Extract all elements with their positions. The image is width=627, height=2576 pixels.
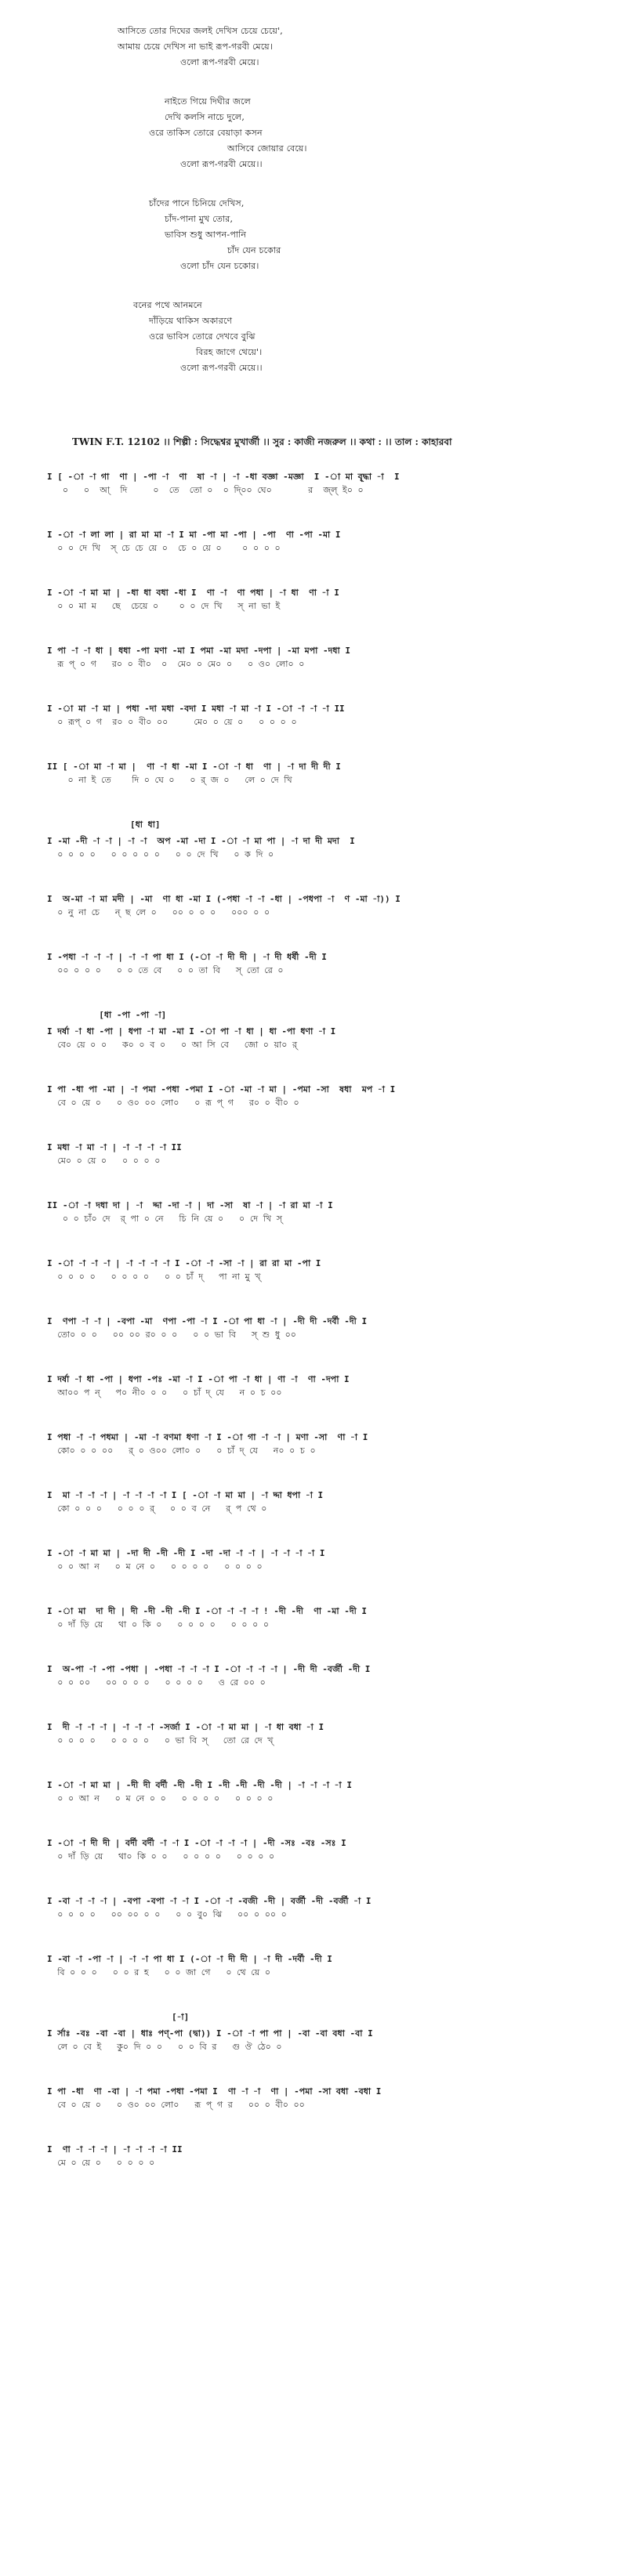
lyric-line: বিরহ জাগে থেয়ে'। bbox=[196, 347, 263, 357]
bol-line: ০ ০ ০০ ০০ ০ ০ ০ ০ ০ ০ ০ ও রে ০০ ০ bbox=[47, 1677, 266, 1688]
lyric-line: ওলো রূপ-গরবী মেয়ে।। bbox=[180, 159, 263, 169]
swara-line: I -া -া মা মা | -ধা ধা বধা -ধা I ণা -া ণা পধা | -া ধা ণা -া I bbox=[47, 588, 339, 598]
bol-line: বে ০ য়ে ০ ০ ও০ ০০ লো০ রূ প্ গ র ০০ ০ বী০ ০০ bbox=[47, 2100, 305, 2110]
swara-line: I অ-পা -া -পা -পধা | -পধা -া -া -া I -া -া -া -া | -দী দী -বর্জী -দী I bbox=[47, 1664, 371, 1674]
swara-line: I -া -া মা মা | -দা দী -দী -দী I -দা -দা -া -া | -া -া -া -া I bbox=[47, 1548, 325, 1558]
notation-row bbox=[47, 470, 596, 497]
notation-row bbox=[47, 1662, 596, 1689]
bol-line: কো ০ ০ ০ ০ ০ ০ র্ ০ ০ ব নে র্ প থে ০ bbox=[47, 1503, 267, 1514]
lyric-line: ওরে তাকিস তোরে বেয়াড়া কসন bbox=[149, 128, 263, 138]
bol-line: ০ ০ আ্ দি ০ তে তো ০ ০ দি্০০ ঘে০ র জ্ল্ ই০ ০ bbox=[47, 485, 364, 495]
bol-line: ০ না ই তে দি ০ ঘে ০ ০ র্ জ ০ লে ০ দে খি bbox=[47, 775, 292, 785]
lyric-line: নাইতে গিয়ে দিঘীর জলে bbox=[165, 96, 251, 107]
lyric-line: ওলো রূপ-গরবী মেয়ে। bbox=[180, 57, 259, 67]
notation-row bbox=[47, 586, 596, 613]
notation-row bbox=[47, 1836, 596, 1863]
notation-row bbox=[47, 1083, 596, 1109]
swara-line: I -পধা -া -া -া | -া -া পা ধা I (-া -া দী দী | -া দী ধর্ষী -দী I bbox=[47, 952, 327, 962]
swara-line: I -া -া -া -া | -া -া -া -া I -া -া -সা -া | রা রা মা -পা I bbox=[47, 1258, 321, 1268]
bol-line: তো০ ০ ০ ০০ ০০ র০ ০ ০ ০ ০ ভা বি স্ শু ধু ০০ bbox=[47, 1330, 296, 1340]
notation-row bbox=[47, 1257, 596, 1283]
bol-line: বে ০ য়ে ০ ০ ও০ ০০ লো০ ০ রূ প্ গ র০ ০ বী০ ০ bbox=[47, 1098, 299, 1108]
swara-line: I -মা -দী -া -া | -া -া অপ -মা -দা I -া -া মা পা | -া দা দী মদা I bbox=[47, 836, 355, 846]
swara-line: I মা -া -া -া | -া -া -া -া I [ -া -া মা মা | -া দ্দা ধপা -া I bbox=[47, 1490, 324, 1500]
stanza-gap bbox=[118, 172, 556, 196]
notation-row bbox=[47, 1141, 596, 1167]
bol-line: আ০০ প ন্ প০ নী০ ০ ০ ০ চাঁ দ্ যে ন ০ চ ০০ bbox=[47, 1387, 282, 1398]
bol-line: রূ প্ ০ গ র০ ০ বী০ ০ মে০ ০ মে০ ০ ০ ও০ লো০ ০ bbox=[47, 659, 305, 669]
notation-row bbox=[47, 2085, 596, 2111]
lyric-line: আসিবে জোয়ার বেয়ে। bbox=[227, 143, 307, 154]
swara-line: I পধা -া -া পধমা | -মা -া বণমা ধণা -া I -া গা -া -া | মণা -সা ণা -া I bbox=[47, 1432, 368, 1442]
lyric-line: ওলো চাঁদ যেন চকোর। bbox=[180, 261, 259, 271]
swara-line: I -বা -া -পা -া | -া -া পা ধা I (-া -া দী দী | -া দী -দর্বী -দী I bbox=[47, 1954, 332, 1964]
notation-section bbox=[47, 470, 596, 2201]
bol-line: লে ০ বে ই কু০ দি ০ ০ ০ ০ বি র গু ঔ ঠে০ ০ bbox=[47, 2042, 282, 2052]
stanza-gap bbox=[118, 71, 556, 94]
swara-line: I ণপা -া -া | -বপা -মা ণপা -পা -া I -া পা ধা -া | -দী দী -দর্বী -দী I bbox=[47, 1316, 368, 1326]
lyric-line: আসিতে তোর দিঘের জলই দেখিস চেয়ে চেয়ে', bbox=[118, 26, 284, 36]
bracket-annotation bbox=[47, 1008, 596, 1023]
bol-line: ০ ০ দে খি স্ চে চে য়ে ০ চে ০ য়ে ০ ০ ০ ০ ০ bbox=[47, 543, 281, 553]
lyric-line: ওরে ভাবিস তোরে দেখবে বুঝি bbox=[149, 331, 256, 342]
bol-line: ০ রূপ্ ০ গ র০ ০ বী০ ০০ মে০ ০ য়ে ০ ০ ০ ০ ০ bbox=[47, 717, 297, 727]
swara-line: I -া মা দা দী | দী -দী -দী -দী I -া -া -া -া ! -দী -দী ণা -মা -দী I bbox=[47, 1606, 367, 1616]
bol-line: বে০ য়ে ০ ০ ক০ ০ ব ০ ০ আ সি বে জো ০ য়া০ র্ bbox=[47, 1040, 298, 1050]
swara-line: I দর্ষা -া ধা -পা | ধপা -পঃ -মা -া I -া পা -া ধা | ণা -া ণা -দপা I bbox=[47, 1374, 350, 1384]
recording-header: TWIN F.T. 12102 ।। শিল্পী : সিদ্ধেশ্বর মুখার্জী ।। সুর : কাজী নজরুল ।। কথা : ।। তাল : কাহারবা bbox=[72, 436, 452, 447]
swara-line: I পা -ধা পা -মা | -া পমা -পধা -পমা I -া -মা -া মা | -পমা -সা ষধা মপ -া I bbox=[47, 1084, 396, 1094]
notation-row bbox=[47, 1025, 596, 1051]
bracket-notes: [ধা -পা -পা -া] bbox=[47, 1010, 167, 1020]
notation-row bbox=[47, 950, 596, 977]
swara-line: I অ-মা -া মা মদী | -মা ণা ধা -মা I (-পধা -া -া -ধা | -পধপা -া ণ -মা -া)) I bbox=[47, 894, 400, 904]
lyric-line: চাঁদ-পানা মুখ তোর, bbox=[165, 214, 234, 224]
bol-line: ০ ০ চাঁ০ দে র্ পা ০ নে চি নি য়ে ০ ০ দে খি স্ bbox=[47, 1214, 282, 1224]
notation-row bbox=[47, 1547, 596, 1573]
bol-line: ০০ ০ ০ ০ ০ ০ তে বে ০ ০ তা বি স্ তো রে ০ bbox=[47, 965, 284, 975]
bol-line: মে ০ য়ে ০ ০ ০ ০ ০ bbox=[47, 2158, 155, 2168]
notation-row bbox=[47, 1778, 596, 1805]
lyric-line: চাঁদের পানে চিনিয়ে দেখিস, bbox=[149, 198, 245, 208]
notation-row bbox=[47, 2027, 596, 2053]
swara-line: I পা -ধা ণা -বা | -া পমা -পধা -পমা I ণা -া -া ণা | -পমা -সা বধা -বধা I bbox=[47, 2086, 382, 2097]
lyric-line: দাঁড়িয়ে থাকিস অকারণে bbox=[149, 316, 233, 326]
notation-row bbox=[47, 760, 596, 787]
bracket-annotation bbox=[47, 2010, 596, 2025]
notation-row bbox=[47, 644, 596, 671]
bol-line: বি ০ ০ ০ ০ ০ র হ ০ ০ জা গে ০ থে য়ে ০ bbox=[47, 1967, 271, 1977]
bol-line: ০ ০ ০ ০ ০ ০ ০ ০ ০ ০ চাঁ দ্ পা না মু খ্ bbox=[47, 1272, 261, 1282]
notation-row bbox=[47, 1605, 596, 1631]
bol-line: ০ ০ ০ ০ ০ ০ ০ ০ ০ ০ ০ দে খি ০ ক দি ০ bbox=[47, 849, 274, 859]
swara-line: I -া মা -া মা | পধা -দা মধা -বদা I মধা -া মা -া I -া -া -া -া II bbox=[47, 704, 345, 714]
lyric-line: চাঁদ যেন চকোর bbox=[227, 245, 281, 255]
bracket-notes: [ধা ধা] bbox=[47, 819, 161, 830]
notation-row bbox=[47, 892, 596, 919]
swara-line: I -া -া দী দী | বর্দী বর্দী -া -া I -া -া -া -া | -দী -সঃ -বঃ -সঃ I bbox=[47, 1838, 346, 1848]
lyric-line: ওলো রূপ-গরবী মেয়ে।। bbox=[180, 363, 263, 373]
swara-line: II -া -া দধা দা | -া দ্দা -দা -া | দা -সা ষা -া | -া রা মা -া I bbox=[47, 1200, 333, 1210]
notation-row bbox=[47, 1315, 596, 1341]
notation-row bbox=[47, 1489, 596, 1515]
notation-row bbox=[47, 2143, 596, 2169]
bracket-notes: [-া] bbox=[47, 2012, 190, 2022]
notation-row bbox=[47, 1199, 596, 1225]
stanza-gap bbox=[118, 274, 556, 298]
swara-line: I -া -া লা লা | রা মা মা -া I মা -পা মা -পা | -পা ণা -পা -মা I bbox=[47, 530, 341, 540]
lyric-line: আমায় চেয়ে দেখিস না ভাই রূপ-গরবী মেয়ে। bbox=[118, 42, 273, 52]
bol-line: ০ দাঁ ড়ি য়ে থা ০ কি ০ ০ ০ ০ ০ ০ ০ ০ ০ bbox=[47, 1619, 270, 1630]
notation-row bbox=[47, 1894, 596, 1921]
swara-line: II [ -া মা -া মা | ণা -া ধা -মা I -া -া ধা ণা | -া দা দী দী I bbox=[47, 762, 341, 772]
notation-row bbox=[47, 528, 596, 555]
notation-row bbox=[47, 834, 596, 861]
swara-line: I পা -া -া ধা | ধধা -পা মণা -মা I পমা -মা মদা -দপা | -মা মপা -দধা I bbox=[47, 646, 350, 656]
lyrics-section bbox=[118, 24, 556, 376]
notation-row bbox=[47, 702, 596, 729]
bol-line: ০ ০ মা ম ছে চেয়ে ০ ০ ০ দে খি স্ না ভা ই bbox=[47, 601, 281, 611]
swara-line: I দী -া -া -া | -া -া -া -সর্জা I -া -া মা মা | -া ধা বধা -া I bbox=[47, 1722, 324, 1732]
swara-line: I র্সাঃ -বঃ -বা -বা | ধাঃ পণ্-পা (দ্বা)) I -া -া পা পা | -বা -বা বধা -বা I bbox=[47, 2028, 373, 2039]
bracket-annotation bbox=[47, 818, 596, 833]
swara-line: I -বা -া -া -া | -বপা -বপা -া -া I -া -া -বজী -দী | বর্জী -দী -বর্জী -া I bbox=[47, 1896, 371, 1906]
swara-line: I [ -া -া গা ণা | -পা -া ণা ষা -া | -া -ধা বজ্ঞা -মজ্ঞা I -া মা বৃ্দ্ধা -া I bbox=[47, 472, 400, 482]
bol-line: ০ নু না চে ন্ ছ লে ০ ০০ ০ ০ ০ ০০০ ০ ০ bbox=[47, 907, 270, 917]
lyric-line: বনের পথে আনমনে bbox=[133, 300, 202, 310]
bol-line: মে০ ০ য়ে ০ ০ ০ ০ ০ bbox=[47, 1156, 161, 1166]
bol-line: ০ ০ ০ ০ ০০ ০০ ০ ০ ০ ০ বু০ ঝি ০০ ০ ০০ ০ bbox=[47, 1909, 287, 1919]
bol-line: ০ ০ আ ন ০ ম নে ০ ০ ০ ০ ০ ০ ০ ০ ০ bbox=[47, 1561, 263, 1572]
swara-line: I দর্ষা -া ধা -পা | ধপা -া মা -মা I -া পা -া ধা | ধা -পা ধণা -া I bbox=[47, 1026, 336, 1037]
lyric-line: দেখি কলসি নাচে দুলে, bbox=[165, 112, 245, 122]
bol-line: কো০ ০ ০ ০০ র্ ০ ও০০ লো০ ০ ০ চাঁ দ্ যে ন০ ০ চ ০ bbox=[47, 1445, 316, 1456]
swara-line: I মধা -া মা -া | -া -া -া -া II bbox=[47, 1142, 182, 1152]
bol-line: ০ ০ ০ ০ ০ ০ ০ ০ ০ ভা বি স্ তো রে দে খ্ bbox=[47, 1735, 274, 1746]
notation-row bbox=[47, 1373, 596, 1399]
bol-line: ০ ০ আ ন ০ ম নে ০ ০ ০ ০ ০ ০ ০ ০ ০ ০ bbox=[47, 1793, 274, 1804]
notation-row bbox=[47, 1431, 596, 1457]
swara-line: I -া -া মা মা | -দী দী বর্দী -দী -দী I -দী -দী -দী -দী | -া -া -া -া I bbox=[47, 1780, 352, 1790]
lyric-line: ভাবিস শুধু আপন-পানি bbox=[165, 230, 247, 240]
notation-row bbox=[47, 1952, 596, 1979]
bol-line: ০ দাঁ ড়ি য়ে থা০ কি ০ ০ ০ ০ ০ ০ ০ ০ ০ ০ bbox=[47, 1851, 275, 1861]
notation-row bbox=[47, 1720, 596, 1747]
swara-line: I ণা -া -া -া | -া -া -া -া II bbox=[47, 2144, 183, 2155]
